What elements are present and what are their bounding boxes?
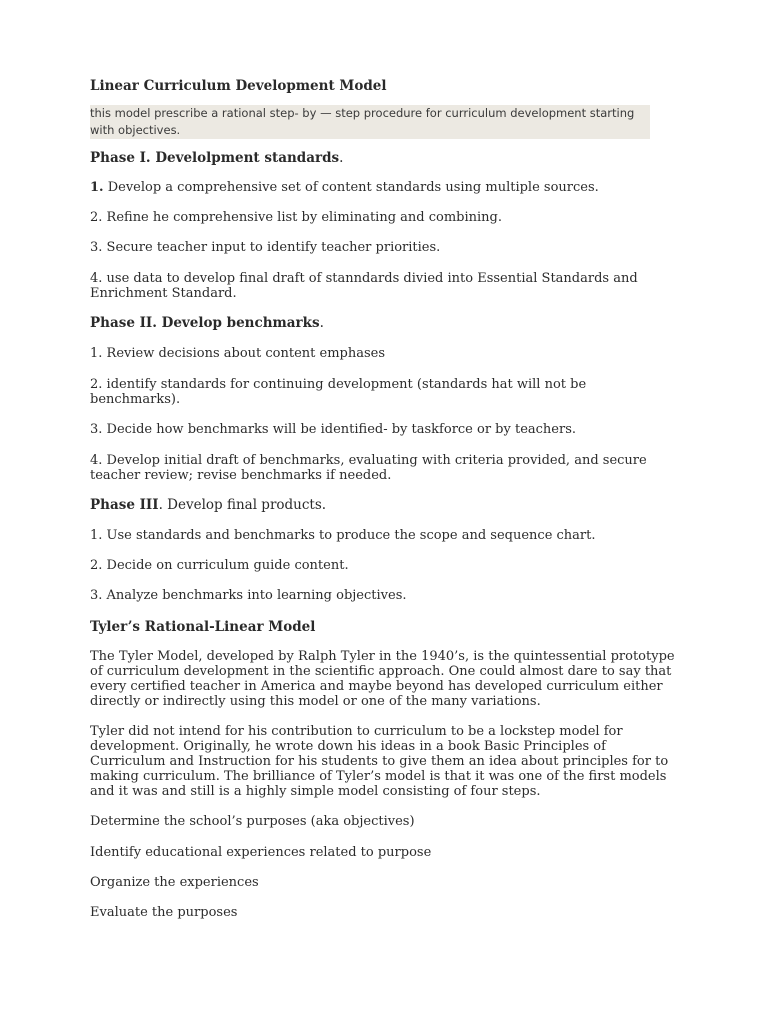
phase-1-item-4-line-2: Enrichment Standard. bbox=[90, 286, 237, 301]
phase-3-heading-label: Phase III bbox=[90, 497, 159, 513]
phase-1-item-3: 3. Secure teacher input to identify teacher priorities. bbox=[90, 240, 441, 255]
phase-3-heading bbox=[90, 497, 650, 513]
tyler-paragraph-1-line: every certified teacher in America and maybe beyond has developed curriculum either bbox=[90, 679, 663, 694]
intro-line-2: with objectives. bbox=[90, 123, 181, 137]
phase-2-heading-dot: . bbox=[319, 315, 324, 331]
phase-1-item-2: 2. Refine he comprehensive list by eliminating and combining. bbox=[90, 210, 503, 225]
phase-2-item-2-line-2: benchmarks). bbox=[90, 392, 181, 407]
tyler-paragraph-2-line: development. Originally, he wrote down his ideas in a book Basic Principles of bbox=[90, 739, 606, 754]
tyler-paragraph-1 bbox=[90, 649, 675, 709]
phase-1-item-1 bbox=[90, 180, 650, 195]
tyler-paragraph-2-line: making curriculum. The brilliance of Tyler’s model is that it was one of the first models bbox=[90, 769, 667, 784]
phase-1-heading-text: Phase I. Develolpment standards bbox=[90, 150, 340, 166]
tyler-paragraph-2 bbox=[90, 724, 669, 799]
phase-3-item-3: 3. Analyze benchmarks into learning objectives. bbox=[90, 588, 407, 603]
document-title: Linear Curriculum Development Model bbox=[90, 78, 387, 94]
phase-1-item-1-text: Develop a comprehensive set of content standards using multiple sources. bbox=[103, 180, 599, 195]
phase-2-heading-text: Phase II. Develop benchmarks bbox=[90, 315, 320, 331]
phase-1-heading-dot: . bbox=[339, 150, 344, 166]
phase-2-item-4-line-1: 4. Develop initial draft of benchmarks, evaluating with criteria provided, and secure bbox=[90, 453, 647, 468]
intro-line-1: this model prescribe a rational step- by — step procedure for curriculum development starting bbox=[90, 106, 635, 120]
tyler-paragraph-1-line: of curriculum development in the scientific approach. One could almost dare to say that bbox=[90, 664, 672, 679]
tyler-paragraph-1-line: directly or indirectly using this model or one of the many variations. bbox=[90, 694, 541, 709]
tyler-paragraph-1-line: The Tyler Model, developed by Ralph Tyler in the 1940’s, is the quintessential prototype bbox=[90, 649, 675, 664]
tyler-paragraph-2-line: Curriculum and Instruction for his students to give them an idea about principles for to bbox=[90, 754, 669, 769]
phase-2-item-4-line-2: teacher review; revise benchmarks if needed. bbox=[90, 468, 392, 483]
tyler-step-3: Organize the experiences bbox=[90, 875, 259, 890]
phase-1-item-4-line-1: 4. use data to develop final draft of stanndards divied into Essential Standards and bbox=[90, 271, 638, 286]
phase-2-item-2 bbox=[90, 377, 650, 407]
tyler-step-1: Determine the school’s purposes (aka objectives) bbox=[90, 814, 415, 829]
phase-3-heading-text: . Develop final products. bbox=[158, 497, 327, 513]
intro-paragraph bbox=[90, 105, 650, 139]
phase-3-item-1: 1. Use standards and benchmarks to produce the scope and sequence chart. bbox=[90, 528, 596, 543]
phase-2-item-4 bbox=[90, 453, 650, 483]
phase-1-item-4 bbox=[90, 271, 650, 301]
phase-3-item-2: 2. Decide on curriculum guide content. bbox=[90, 558, 349, 573]
phase-1-item-1-number: 1. bbox=[90, 180, 104, 195]
tyler-step-2: Identify educational experiences related to purpose bbox=[90, 845, 432, 860]
phase-2-heading bbox=[90, 315, 650, 331]
phase-2-item-1: 1. Review decisions about content emphases bbox=[90, 346, 386, 361]
phase-2-item-3: 3. Decide how benchmarks will be identified- by taskforce or by teachers. bbox=[90, 422, 577, 437]
phase-2-item-2-line-1: 2. identify standards for continuing development (standards hat will not be bbox=[90, 377, 587, 392]
phase-1-heading bbox=[90, 150, 650, 166]
tyler-heading: Tyler’s Rational-Linear Model bbox=[90, 619, 316, 635]
tyler-paragraph-2-line: and it was and still is a highly simple model consisting of four steps. bbox=[90, 784, 541, 799]
tyler-paragraph-2-line: Tyler did not intend for his contribution to curriculum to be a lockstep model for bbox=[90, 724, 623, 739]
tyler-step-4: Evaluate the purposes bbox=[90, 905, 238, 920]
